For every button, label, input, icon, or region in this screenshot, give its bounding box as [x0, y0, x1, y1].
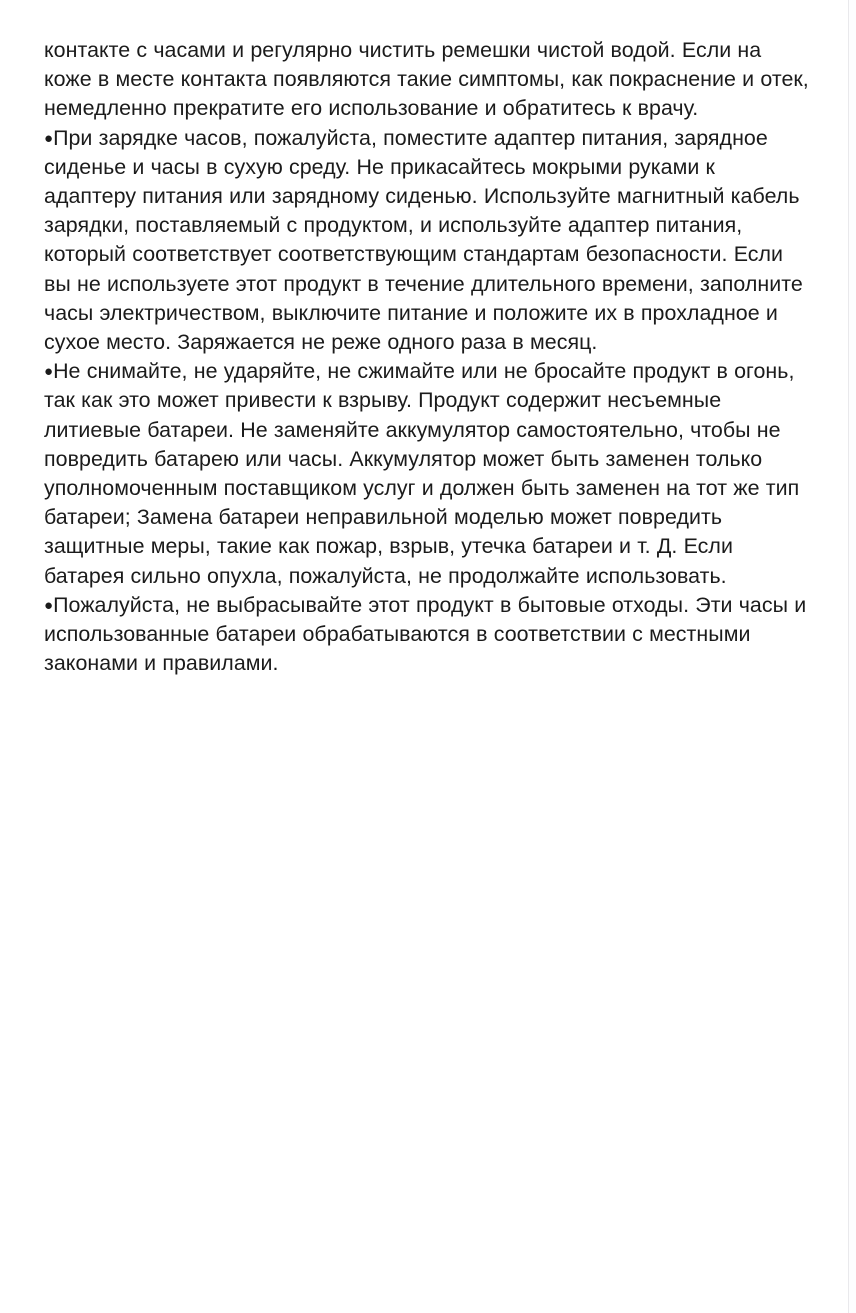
- paragraph-contact-skin-warning: [44, 36, 812, 124]
- bullet-icon: ●: [44, 363, 54, 381]
- paragraph-text: При зарядке часов, пожалуйста, поместите адаптер питания, зарядное сиденье и часы в сухую среду. Не прикасайтесь мокрыми руками к адаптеру питания или зарядному сиденью. Используйте магнитный кабель зарядки, поставляемый с продуктом, и используйте адаптер питания, который соответствует соответствующим стандартам безопасности. Если вы не используете этот продукт в течение длительного времени, заполните часы электричеством, выключите питание и положите их в прохладное и сухое место. Заряжается не реже одного раза в месяц.: [44, 125, 803, 355]
- page-edge-margin: [849, 0, 856, 1313]
- bullet-icon: ●: [44, 596, 54, 614]
- paragraph-disposal-warning: [44, 591, 812, 679]
- bullet-icon: ●: [44, 129, 54, 147]
- paragraph-battery-warning: [44, 357, 812, 591]
- paragraph-text: контакте с часами и регулярно чистить ремешки чистой водой. Если на коже в месте контакта появляются такие симптомы, как покраснение и отек, немедленно прекратите его использование и обратитесь к врачу.: [44, 38, 809, 121]
- paragraph-text: Пожалуйста, не выбрасывайте этот продукт в бытовые отходы. Эти часы и использованные батареи обрабатываются в соответствии с местными законами и правилами.: [44, 592, 807, 676]
- paragraph-text: Не снимайте, не ударяйте, не сжимайте или не бросайте продукт в огонь, так как это может привести к взрыву. Продукт содержит несъемные литиевые батареи. Не заменяйте аккумулятор самостоятельно, чтобы не повредить батарею или часы. Аккумулятор может быть заменен только уполномоченным поставщиком услуг и должен быть заменен на тот же тип батареи; Замена батареи неправильной моделью может повредить защитные меры, такие как пожар, взрыв, утечка батареи и т. Д. Если батарея сильно опухла, пожалуйста, не продолжайте использовать.: [44, 359, 800, 588]
- document-text-column: [44, 36, 812, 678]
- paragraph-charging-warning: [44, 124, 812, 358]
- page-edge-line: [848, 0, 849, 1313]
